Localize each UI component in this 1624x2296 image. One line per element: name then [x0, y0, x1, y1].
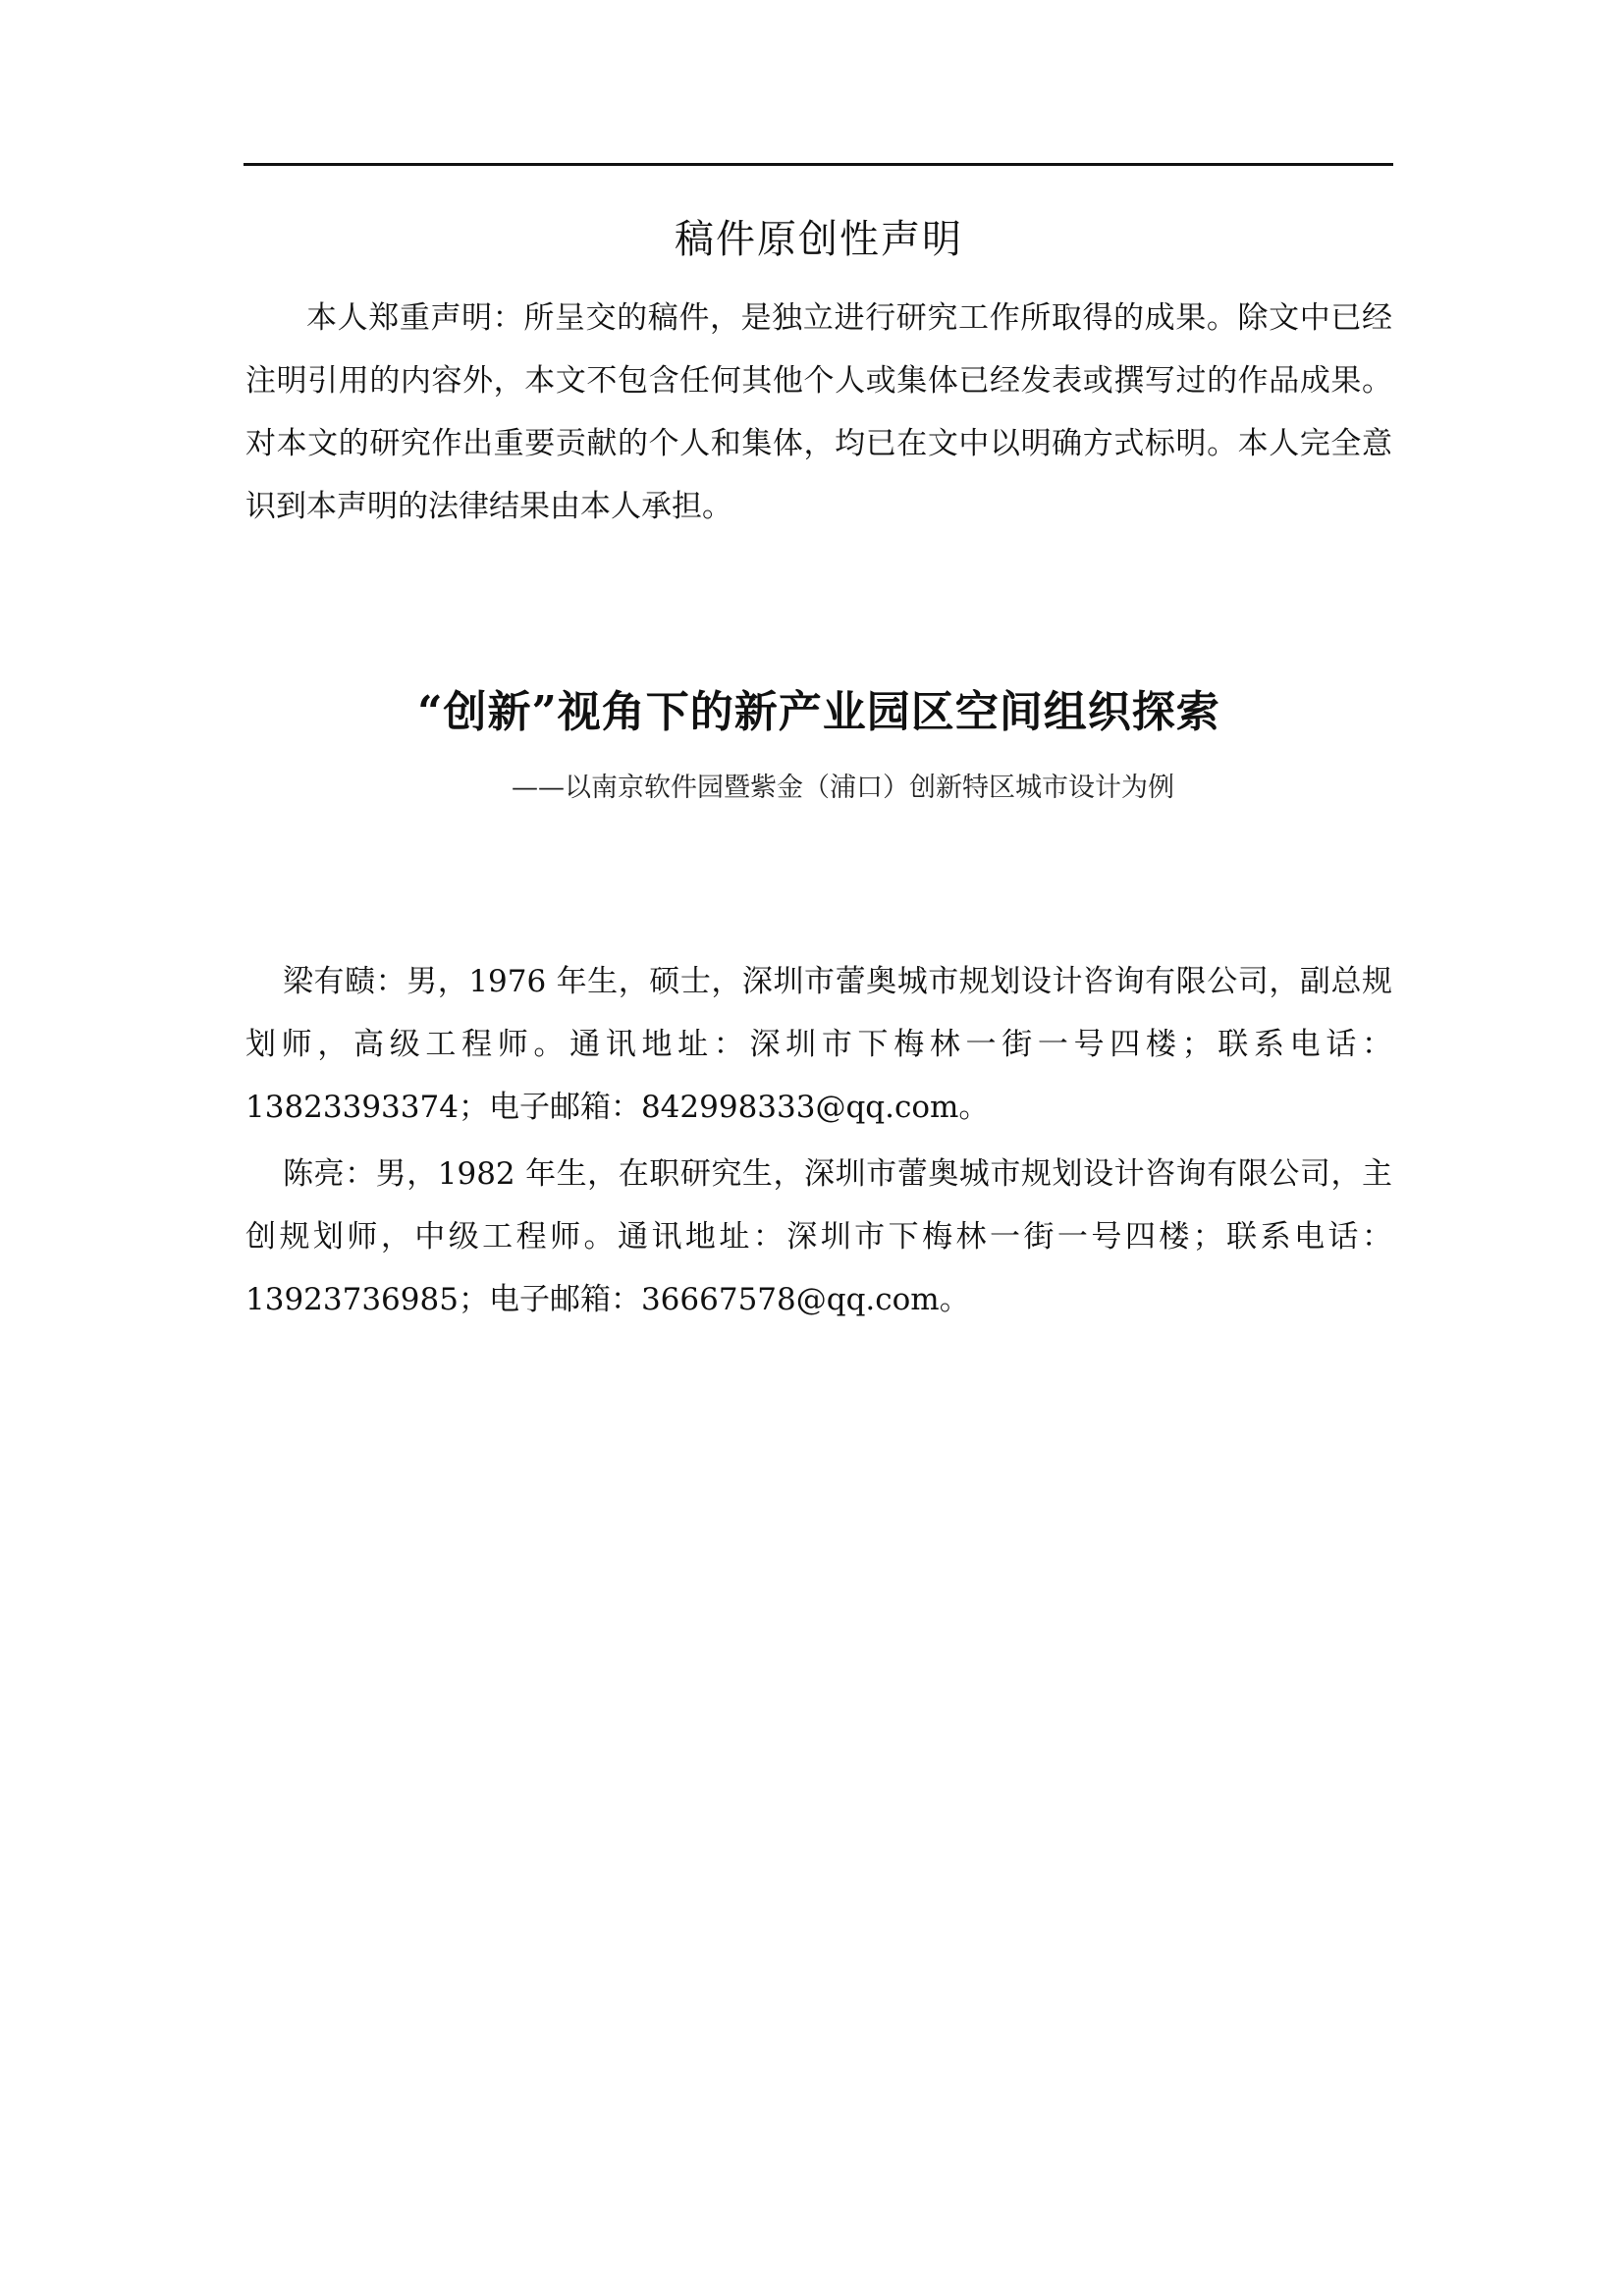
article-subtitle: ——以南京软件园暨紫金（浦口）创新特区城市设计为例 [512, 773, 1174, 803]
declaration-body: 本人郑重声明：所呈交的稿件，是独立进行研究工作所取得的成果。除文中已经注明引用的内容外，本文不包含任何其他个人或集体已经发表或撰写过的作品成果。对本文的研究作出重要贡献的个人和集体，均已在文中以明确方式标明。本人完全意识到本声明的法律结果由本人承担。 [245, 300, 1392, 524]
header-rule [244, 163, 1393, 166]
article-title: “创新”视角下的新产业园区空间组织探索 [417, 687, 1220, 737]
author-entry-1: 梁有赜：男，1976 年生，硕士，深圳市蕾奥城市规划设计咨询有限公司，副总规划师，高级工程师。通讯地址：深圳市下梅林一街一号四楼；联系电话：13823393374；电子邮箱：842998333@qq.com。 [245, 964, 1392, 1125]
author-info [245, 950, 1392, 1335]
declaration-title: 稿件原创性声明 [675, 217, 963, 262]
author-entry-2: 陈亮：男，1982 年生，在职研究生，深圳市蕾奥城市规划设计咨询有限公司，主创规划师，中级工程师。通讯地址：深圳市下梅林一街一号四楼；联系电话：13923736985；电子邮箱：36667578@qq.com。 [245, 1156, 1392, 1317]
